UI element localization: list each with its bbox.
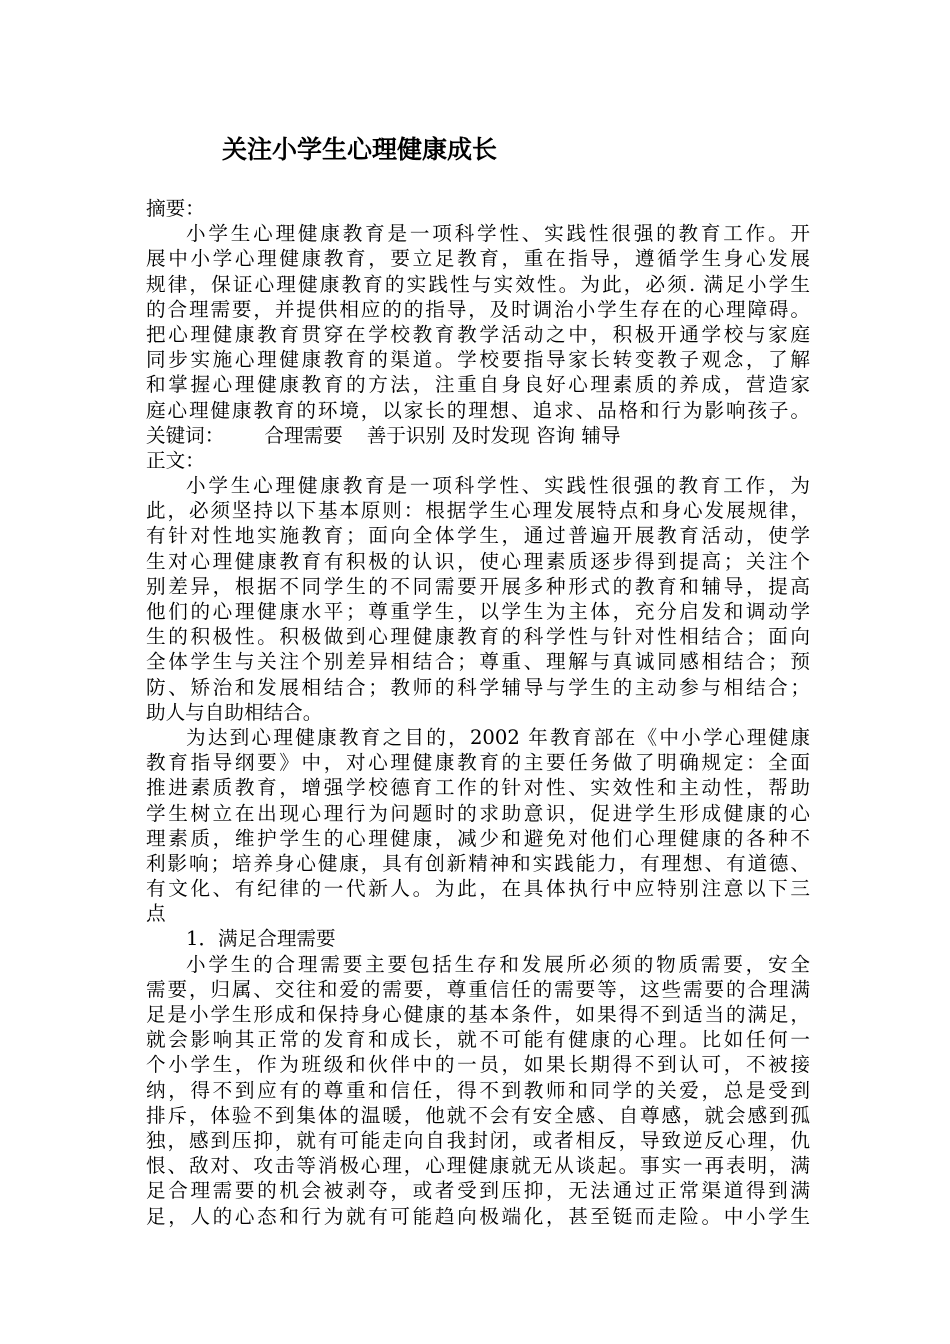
paragraph-line: 防、矫治和发展相结合；教师的科学辅导与学生的主动参与相结合； <box>146 675 810 699</box>
paragraph-line: 学生树立在出现心理行为问题时的求助意识，促进学生形成健康的心 <box>146 801 810 825</box>
paragraph-line: 小学生的合理需要主要包括生存和发展所必须的物质需要，安全 <box>186 952 810 976</box>
paragraph-line: 为达到心理健康教育之目的，2002 年教育部在《中小学心理健康 <box>186 725 810 749</box>
paragraph-line: 需要，归属、交往和爱的需要，尊重信任的需要等，这些需要的合理满 <box>146 977 810 1001</box>
paragraph-line: 个小学生，作为班级和伙伴中的一员，如果长期得不到认可，不被接 <box>146 1053 810 1077</box>
paragraph-3 <box>146 952 810 1229</box>
paragraph-line: 独，感到压抑，就有可能走向自我封闭，或者相反，导致逆反心理，仇 <box>146 1128 810 1152</box>
abstract-line: 的合理需要，并提供相应的的指导，及时调治小学生存在的心理障碍。 <box>146 297 810 321</box>
paragraph-line: 小学生心理健康教育是一项科学性、实践性很强的教育工作，为 <box>186 474 810 498</box>
body-label: 正文： <box>146 448 205 472</box>
paragraph-line: 利影响；培养身心健康，具有创新精神和实践能力，有理想、有道德、 <box>146 851 810 875</box>
abstract-paragraph <box>146 221 810 423</box>
paragraph-line: 生对心理健康教育有积极的认识，使心理素质逐步得到提高；关注个 <box>146 549 810 573</box>
paragraph-line: 足是小学生形成和保持身心健康的基本条件，如果得不到适当的满足， <box>146 1003 810 1026</box>
paragraph-line: 此，必须坚持以下基本原则：根据学生心理发展特点和身心发展规律， <box>146 499 810 523</box>
paragraph-line: 就会影响其正常的发育和成长，就不可能有健康的心理。比如任何一 <box>146 1028 810 1052</box>
paragraph-line: 点 <box>146 902 166 926</box>
paragraph-line: 理素质，维护学生的心理健康，减少和避免对他们心理健康的各种不 <box>146 826 810 850</box>
keyword-list: 善于识别 及时发现 咨询 辅导 <box>366 423 621 447</box>
paragraph-line: 纳，得不到应有的尊重和信任，得不到教师和同学的关爱，总是受到 <box>146 1078 810 1102</box>
paragraph-line: 别差异，根据不同学生的不同需要开展多种形式的教育和辅导，提高 <box>146 574 810 598</box>
paragraph-line: 推进素质教育，增强学校德育工作的针对性、实效性和主动性，帮助 <box>146 776 810 800</box>
keyword-primary: 合理需要 <box>264 423 343 447</box>
paragraph-line: 足，人的心态和行为就有可能趋向极端化，甚至铤而走险。中小学生 <box>146 1204 810 1228</box>
paragraph-line: 有针对性地实施教育；面向全体学生，通过普遍开展教育活动，使学 <box>146 524 810 548</box>
keywords-line <box>146 423 810 448</box>
abstract-label: 摘要： <box>146 197 205 220</box>
abstract-line: 同步实施心理健康教育的渠道。学校要指导家长转变教子观念，了解 <box>146 348 810 372</box>
paragraph-line: 生的积极性。积极做到心理健康教育的科学性与针对性相结合；面向 <box>146 625 810 649</box>
paragraph-line: 教育指导纲要》中，对心理健康教育的主要任务做了明确规定：全面 <box>146 751 810 775</box>
abstract-line: 展中小学心理健康教育，要立足教育，重在指导，遵循学生身心发展 <box>146 247 810 271</box>
keywords-label: 关键词： <box>146 423 225 447</box>
paragraph-1 <box>146 473 810 725</box>
paragraph-line: 全体学生与关注个别差异相结合；尊重、理解与真诚同感相结合；预 <box>146 650 810 674</box>
abstract-line: 和掌握心理健康教育的方法，注重自身良好心理素质的养成，营造家 <box>146 373 810 397</box>
paragraph-2 <box>146 725 810 927</box>
section-heading: 1．满足合理需要 <box>186 927 336 951</box>
paragraph-line: 有文化、有纪律的一代新人。为此，在具体执行中应特别注意以下三 <box>146 877 810 901</box>
paragraph-line: 他们的心理健康水平；尊重学生，以学生为主体，充分启发和调动学 <box>146 600 810 623</box>
abstract-line: 小学生心理健康教育是一项科学性、实践性很强的教育工作。开 <box>186 222 810 246</box>
paragraph-line: 足合理需要的机会被剥夺，或者受到压抑，无法通过正常渠道得到满 <box>146 1179 810 1203</box>
abstract-line: 庭心理健康教育的环境，以家长的理想、追求、品格和行为影响孩子。 <box>146 398 810 422</box>
paragraph-line: 助人与自助相结合。 <box>146 700 323 724</box>
abstract-line: 规律，保证心理健康教育的实践性与实效性。为此，必须. 满足小学生 <box>146 272 810 296</box>
document-title: 关注小学生心理健康成长 <box>222 135 498 164</box>
paragraph-line: 排斥，体验不到集体的温暖，他就不会有安全感、自尊感，就会感到孤 <box>146 1103 810 1127</box>
paragraph-line: 恨、敌对、攻击等消极心理，心理健康就无从谈起。事实一再表明，满 <box>146 1154 810 1178</box>
abstract-line: 把心理健康教育贯穿在学校教育教学活动之中，积极开通学校与家庭 <box>146 322 810 346</box>
document-body <box>146 196 810 1229</box>
